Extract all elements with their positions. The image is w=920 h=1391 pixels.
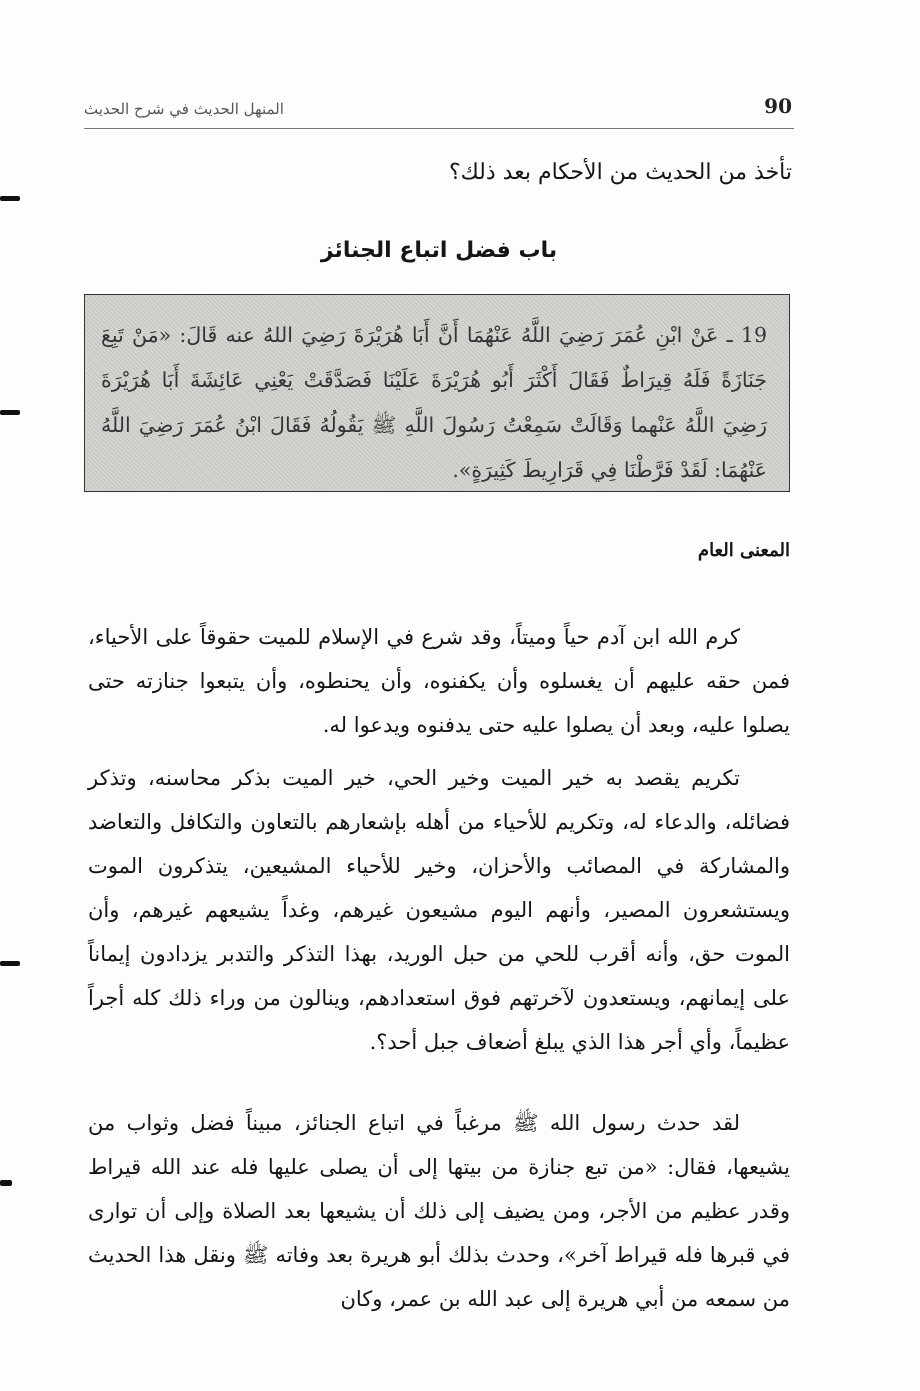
paragraph-2: تكريم يقصد به خير الميت وخير الحي، خير الميت بذكر محاسنه، وتذكر فضائله، والدعاء له، وتكريم للأحياء من أهله بإشعارهم بالتعاون والتكافل والتعاضد والمشاركة في المصائب والأحزان، وخير للأحياء المشيعين، يتذكرون الموت ويستشعرون المصير، وأنهم اليوم مشيعون غيرهم، وغداً يشيعهم غيرهم، وأن الموت حق، وأنه أقرب للحي من حبل الوريد، بهذا التذكر والتدبر يزدادون إيماناً على إيمانهم، ويستعدون لآخرتهم فوق استعدادهم، وينالون من وراء ذلك كله أجراً عظيماً، وأي أجر هذا الذي يبلغ أضعاف جبل أحد؟. (88, 766, 790, 1054)
section-heading: المعنى العام (697, 540, 790, 561)
margin-mark (0, 196, 20, 201)
margin-mark (0, 1180, 12, 1186)
running-title: المنهل الحديث في شرح الحديث (84, 100, 284, 118)
paragraph-3: لقد حدث رسول الله ﷺ مرغباً في اتباع الجنائز، مبيناً فضل وثواب من يشيعها، فقال: «من تبع جنازة من بيتها إلى أن يصلى عليها فله عند الله قيراط وقدر عظيم من الأجر، ومن يضيف إلى ذلك أن يشيعها بعد الصلاة وإلى أن توارى في قبرها فله قيراط آخر»، وحدث بذلك أبو هريرة بعد وفاته ﷺ ونقل هذا الحديث من سمعه من أبي هريرة إلى عبد الله بن عمر، وكان (88, 1111, 790, 1311)
page-header (84, 92, 794, 129)
chapter-title: باب فضل اتباع الجنائز (320, 238, 558, 263)
intro-question: تأخذ من الحديث من الأحكام بعد ذلك؟ (448, 160, 792, 185)
hadith-box (84, 294, 790, 492)
paragraph-1: كرم الله ابن آدم حياً وميتاً، وقد شرع في الإسلام للميت حقوقاً على الأحياء، فمن حقه عليهم أن يغسلوه وأن يكفنوه، وأن يحنطوه، وأن يتبعوا جنازته حتى يصلوا عليه، وبعد أن يصلوا عليه حتى يدفنوه ويدعوا له. (88, 625, 790, 737)
margin-mark (0, 961, 20, 966)
page-number: 90 (764, 94, 792, 118)
margin-mark (0, 410, 20, 415)
hadith-text: 19 ـ عَنْ ابْنِ عُمَرَ رَضِيَ اللَّهُ عَنْهُمَا أَنَّ أَبَا هُرَيْرَةَ رَضِيَ اللهُ عنه قَالَ: «مَنْ تَبِعَ جَنَازَةً فَلَهُ قِيرَاطٌ فَقَالَ أَكْثَرَ أَبُو هُرَيْرَةَ عَلَيْنَا فَصَدَّقَتْ يَعْنِي عَائِشَةَ أَبَا هُرَيْرَةَ رَضِيَ اللَّهُ عَنْهما وَقَالَتْ سَمِعْتُ رَسُولَ اللَّهِ ﷺ يَقُولُهُ فَقَالَ ابْنُ عُمَرَ رَضِيَ اللَّهُ عَنْهُمَا: لَقَدْ فَرَّطْنَا فِي قَرَارِيطَ كَثِيرَةٍ». (101, 323, 767, 482)
